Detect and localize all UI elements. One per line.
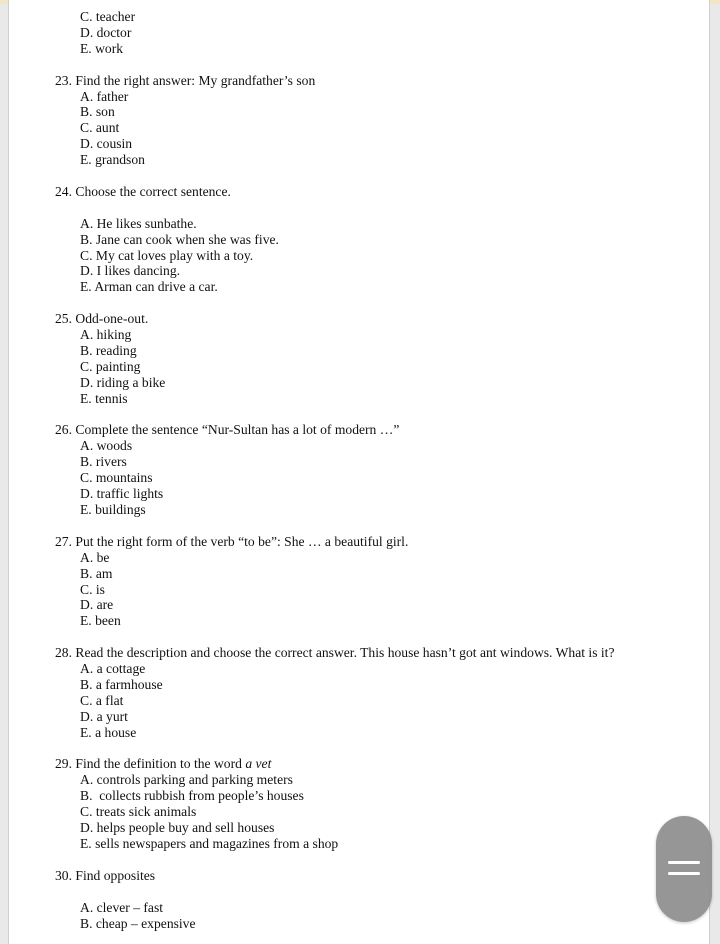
option: B. collects rubbish from people’s houses	[80, 788, 304, 804]
question-29	[55, 756, 709, 851]
option: A. hiking	[80, 327, 132, 343]
option: A. father	[80, 88, 129, 104]
option: D. riding a bike	[80, 374, 166, 390]
question-27	[55, 534, 709, 629]
option: B. rivers	[80, 454, 127, 470]
question-text: 28. Read the description and choose the correct answer. This house hasn’t got ant windows. What is it?	[55, 645, 615, 661]
option: D. traffic lights	[80, 486, 164, 502]
question-text: 26. Complete the sentence “Nur-Sultan has a lot of modern …”	[55, 422, 400, 438]
option: E. grandson	[80, 152, 145, 168]
option: E. sells newspapers and magazines from a shop	[80, 836, 339, 851]
document-page[interactable]	[8, 0, 710, 944]
option: E. buildings	[80, 502, 146, 518]
option: C. aunt	[80, 120, 120, 136]
option: D. are	[80, 597, 114, 613]
option: C. My cat loves play with a toy.	[80, 247, 254, 263]
option: E. a house	[80, 724, 137, 740]
option: E. tennis	[80, 390, 128, 406]
question-24	[55, 184, 709, 295]
question-30	[55, 868, 709, 932]
option: D. helps people buy and sell houses	[80, 820, 275, 836]
option: B. cheap – expensive	[80, 915, 196, 931]
option: A. a cottage	[80, 661, 146, 677]
question-23	[55, 73, 709, 168]
option: D. a yurt	[80, 708, 128, 724]
option: E. been	[80, 613, 121, 629]
option: C. painting	[80, 358, 141, 374]
question-text: 25. Odd-one-out.	[55, 311, 149, 327]
question-text-main: 29. Find the definition to the word	[55, 756, 242, 772]
menu-icon	[668, 861, 700, 864]
option: B. son	[80, 104, 115, 120]
option: B. am	[80, 565, 113, 581]
option: C. is	[80, 581, 105, 597]
option: D. cousin	[80, 136, 133, 152]
question-28	[55, 645, 709, 740]
document-content	[55, 9, 709, 931]
option: A. He likes sunbathe.	[80, 215, 197, 231]
option: B. reading	[80, 342, 137, 358]
question-text: 27. Put the right form of the verb “to be”: She … a beautiful girl.	[55, 533, 409, 549]
question-text: 24. Choose the correct sentence.	[55, 183, 231, 199]
question-text: 30. Find opposites	[55, 867, 156, 883]
option: E. Arman can drive a car.	[80, 279, 218, 295]
option: A. be	[80, 549, 110, 565]
question-keyword: a vet	[245, 756, 272, 772]
option: B. a farmhouse	[80, 676, 163, 692]
option: D. I likes dancing.	[80, 263, 181, 279]
question-22-tail	[55, 9, 709, 57]
question-25	[55, 311, 709, 406]
option: B. Jane can cook when she was five.	[80, 231, 279, 247]
option: C. teacher	[80, 9, 136, 24]
option: E. work	[80, 40, 124, 56]
option: A. controls parking and parking meters	[80, 772, 293, 788]
menu-icon-line	[668, 872, 700, 875]
question-26	[55, 422, 709, 517]
option: C. mountains	[80, 470, 153, 486]
option: C. a flat	[80, 692, 124, 708]
option: D. doctor	[80, 24, 132, 40]
option: A. woods	[80, 438, 133, 454]
question-text: 23. Find the right answer: My grandfather’s son	[55, 72, 316, 88]
option: A. clever – fast	[80, 899, 164, 915]
question-text	[55, 756, 709, 772]
option: C. treats sick animals	[80, 804, 197, 820]
floating-menu-button[interactable]	[656, 816, 712, 922]
